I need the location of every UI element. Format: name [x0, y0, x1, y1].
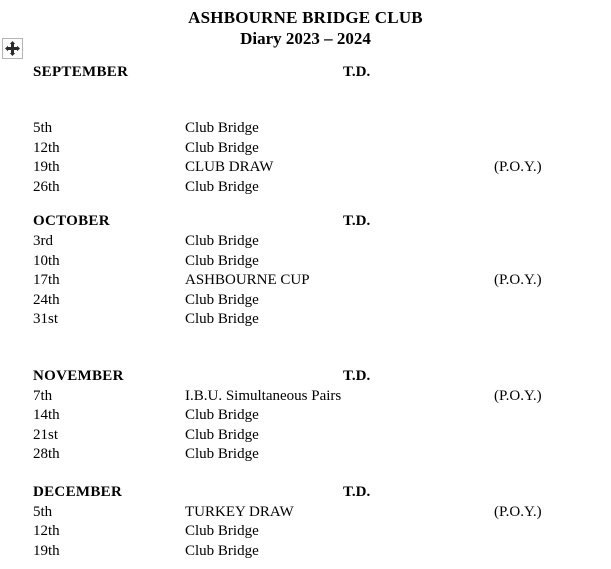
entry-event: Club Bridge	[185, 311, 259, 327]
column-header-td: T.D.	[343, 64, 371, 80]
entry-event: CLUB DRAW	[185, 159, 274, 175]
diary-row	[0, 178, 611, 198]
entry-event: TURKEY DRAW	[185, 503, 294, 520]
entry-date: 5th	[33, 503, 53, 520]
month-name: OCTOBER	[33, 213, 110, 229]
diary-row	[0, 158, 611, 178]
entry-event: Club Bridge	[185, 291, 259, 308]
page-title	[0, 0, 611, 49]
header-spacer	[0, 83, 611, 119]
diary-listing	[0, 62, 611, 561]
diary-season: Diary 2023 – 2024	[240, 29, 371, 48]
diary-row	[0, 291, 611, 311]
entry-event: ASHBOURNE CUP	[185, 272, 310, 288]
month-header	[0, 211, 611, 232]
diary-row	[0, 232, 611, 252]
column-header-td: T.D.	[343, 367, 371, 384]
month-header	[0, 482, 611, 503]
entry-date: 19th	[33, 542, 60, 559]
diary-row	[0, 252, 611, 272]
month-name: SEPTEMBER	[33, 64, 129, 80]
entry-date: 7th	[33, 387, 53, 404]
entry-date: 31st	[33, 311, 59, 327]
diary-row	[0, 387, 611, 407]
entry-note-poy: (P.O.Y.)	[494, 503, 542, 520]
entry-event: Club Bridge	[185, 139, 259, 156]
diary-row	[0, 542, 611, 562]
diary-row	[0, 426, 611, 446]
entry-event: Club Bridge	[185, 542, 259, 559]
move-handle[interactable]	[2, 38, 23, 59]
entry-date: 12th	[33, 139, 60, 156]
entry-date: 28th	[33, 446, 60, 462]
entry-date: 21st	[33, 426, 59, 443]
entry-date: 26th	[33, 178, 60, 195]
diary-row	[0, 522, 611, 542]
entry-event: Club Bridge	[185, 426, 259, 443]
entry-date: 5th	[33, 120, 53, 136]
entry-date: 14th	[33, 407, 60, 423]
diary-row	[0, 139, 611, 159]
section-spacer	[0, 465, 611, 482]
entry-event: Club Bridge	[185, 523, 259, 539]
entry-note-poy: (P.O.Y.)	[494, 159, 542, 175]
entry-event: I.B.U. Simultaneous Pairs	[185, 387, 342, 404]
month-block-september	[0, 62, 611, 197]
diary-row	[0, 503, 611, 523]
club-name: ASHBOURNE BRIDGE CLUB	[188, 8, 423, 27]
month-block-november	[0, 366, 611, 465]
entry-note-poy: (P.O.Y.)	[494, 387, 542, 404]
section-spacer	[0, 197, 611, 211]
diary-row	[0, 310, 611, 330]
diary-row	[0, 119, 611, 139]
entry-date: 17th	[33, 272, 60, 288]
entry-event: Club Bridge	[185, 407, 259, 423]
entry-event: Club Bridge	[185, 446, 259, 462]
entry-date: 19th	[33, 159, 60, 175]
month-header	[0, 62, 611, 83]
diary-row	[0, 445, 611, 465]
entry-note-poy: (P.O.Y.)	[494, 272, 542, 288]
column-header-td: T.D.	[343, 213, 371, 229]
entry-date: 10th	[33, 252, 60, 269]
entry-event: Club Bridge	[185, 233, 259, 249]
move-cross-icon	[3, 39, 22, 58]
entry-event: Club Bridge	[185, 120, 259, 136]
month-block-december	[0, 482, 611, 562]
month-block-october	[0, 211, 611, 330]
diary-row	[0, 271, 611, 291]
section-spacer	[0, 330, 611, 366]
month-name: DECEMBER	[33, 483, 123, 500]
entry-event: Club Bridge	[185, 252, 259, 269]
entry-date: 24th	[33, 291, 60, 308]
month-name: NOVEMBER	[33, 367, 124, 384]
entry-date: 3rd	[33, 233, 53, 249]
entry-date: 12th	[33, 523, 60, 539]
diary-row	[0, 406, 611, 426]
column-header-td: T.D.	[343, 483, 371, 500]
month-header	[0, 366, 611, 387]
entry-event: Club Bridge	[185, 178, 259, 195]
